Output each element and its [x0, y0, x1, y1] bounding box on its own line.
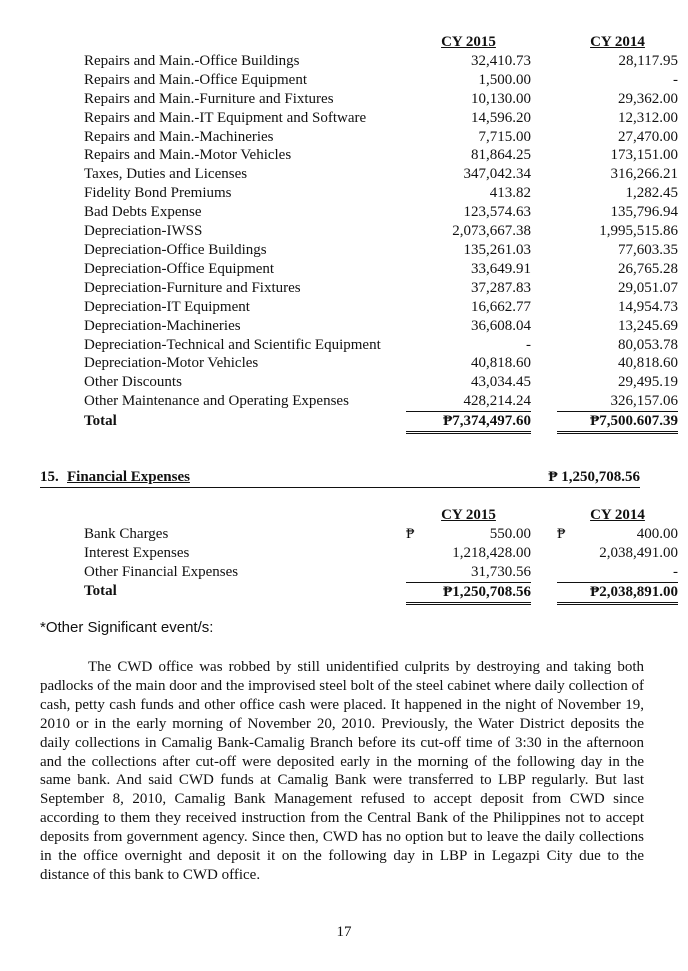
total-cy2015: ₱7,374,497.60 — [406, 412, 531, 433]
table-row — [84, 317, 678, 336]
row-label: Depreciation-Furniture and Fixtures — [84, 279, 301, 296]
table-row — [84, 373, 678, 392]
financial-table — [84, 506, 678, 605]
row-label: Other Maintenance and Operating Expenses — [84, 393, 349, 410]
row-label: Repairs and Main.-IT Equipment and Software — [84, 109, 367, 126]
row-label: Depreciation-Technical and Scientific Equipment — [84, 336, 381, 353]
expenses-header-row — [84, 33, 678, 52]
row-cy2015: 33,649.91 — [471, 260, 531, 277]
section-heading — [40, 468, 640, 488]
row-label: Depreciation-Machineries — [84, 317, 241, 334]
section-number: 15. — [40, 469, 59, 485]
fin-col-header-cy2014: CY 2014 — [590, 507, 645, 523]
row-cy2014: 135,796.94 — [610, 204, 678, 221]
row-cy2015: 16,662.77 — [471, 298, 531, 315]
row-cy2014: 400.00 — [636, 525, 678, 542]
row-cy2015: 2,073,667.38 — [452, 223, 531, 240]
table-row — [84, 165, 678, 184]
row-label: Depreciation-IT Equipment — [84, 298, 250, 315]
row-cy2014: 14,954.73 — [618, 298, 678, 315]
row-cy2015: 81,864.25 — [471, 147, 531, 164]
row-cy2015: 347,042.34 — [463, 166, 531, 183]
table-row — [84, 354, 678, 373]
total-label: Total — [84, 412, 117, 429]
row-cy2014: 1,282.45 — [625, 185, 678, 202]
table-row — [84, 563, 678, 582]
row-cy2015: 1,500.00 — [478, 71, 531, 88]
row-label: Repairs and Main.-Office Buildings — [84, 52, 300, 69]
section-amount: ₱ 1,250,708.56 — [548, 469, 640, 485]
row-cy2014: 12,312.00 — [618, 109, 678, 126]
row-cy2015: 7,715.00 — [478, 128, 531, 145]
row-cy2015: 10,130.00 — [471, 90, 531, 107]
row-cy2015: 36,608.04 — [471, 317, 531, 334]
row-cy2014: 29,362.00 — [618, 90, 678, 107]
row-label: Repairs and Main.-Furniture and Fixtures — [84, 90, 334, 107]
fin-col-header-cy2015: CY 2015 — [441, 507, 496, 523]
row-label: Other Discounts — [84, 374, 182, 391]
row-cy2015: 550.00 — [489, 525, 531, 542]
fin-total-cy2014: ₱2,038,891.00 — [557, 582, 678, 603]
row-cy2014: 326,157.06 — [610, 393, 678, 410]
row-label: Repairs and Main.-Office Equipment — [84, 71, 307, 88]
row-cy2014: - — [673, 563, 678, 580]
table-row — [84, 52, 678, 71]
fin-total-label: Total — [84, 583, 117, 600]
section-title: Financial Expenses — [67, 469, 190, 485]
table-row — [84, 241, 678, 260]
row-cy2015: 413.82 — [489, 185, 531, 202]
row-cy2015: 135,261.03 — [463, 241, 531, 258]
row-cy2015: 123,574.63 — [463, 204, 531, 221]
financial-rows — [84, 525, 678, 582]
row-cy2015: 32,410.73 — [471, 52, 531, 69]
row-cy2014: 1,995,515.86 — [599, 223, 678, 240]
event-paragraph: The CWD office was robbed by still unidentified culprits by destroying and taking both padlocks of the main door and the improvised steel bolt of the steel cabinet where daily collection of cash, petty cash funds and other office cash were placed. It happened in the night of November 19, 2010 or in the early morning of November 20, 2010. Previously, the Water District deposits the daily collections in Camalig Bank-Camalig Branch before its cut-off time of 3:30 in the afternoon and the collections after cut-off were deposited early in the morning of the following day in the same bank. And said CWD funds at Camalig Bank were transferred to LBP regularly. But last September 8, 2010, Camalig Bank Management refused to accept deposit from CWD since according to them they received instruction from the Central Bank of the Philippines not to accept deposits from government agency. Since then, CWD has no option but to leave the daily collections in the office overnight and deposit it on the following day in LBP in Legazpi City due to the distance of this bank to CWD office. — [40, 659, 644, 883]
row-label: Taxes, Duties and Licenses — [84, 166, 248, 183]
row-label: Interest Expenses — [84, 544, 190, 561]
table-row — [84, 90, 678, 109]
row-cy2014: 80,053.78 — [618, 336, 678, 353]
row-cy2015: 14,596.20 — [471, 109, 531, 126]
expenses-total-row — [84, 412, 678, 433]
table-row — [84, 260, 678, 279]
table-row — [84, 109, 678, 128]
currency-symbol: ₱ — [557, 525, 566, 542]
row-cy2014: - — [673, 71, 678, 88]
row-cy2014: 316,266.21 — [610, 166, 678, 183]
row-cy2015: 428,214.24 — [463, 393, 531, 410]
expenses-table — [84, 33, 678, 434]
table-row — [84, 544, 678, 563]
row-cy2014: 29,051.07 — [618, 279, 678, 296]
page-number: 17 — [336, 924, 352, 940]
col-header-cy2014: CY 2014 — [590, 34, 645, 50]
table-row — [84, 203, 678, 222]
table-row — [84, 525, 678, 544]
table-row — [84, 184, 678, 203]
financial-header-row — [84, 506, 678, 525]
fin-total-cy2015: ₱1,250,708.56 — [406, 582, 531, 603]
row-label: Bank Charges — [84, 525, 169, 542]
row-cy2014: 26,765.28 — [618, 260, 678, 277]
row-label: Repairs and Main.-Motor Vehicles — [84, 147, 292, 164]
table-row — [84, 392, 678, 411]
row-cy2015: 1,218,428.00 — [452, 544, 531, 561]
table-row — [84, 222, 678, 241]
row-label: Bad Debts Expense — [84, 204, 202, 221]
row-cy2015: - — [526, 336, 531, 353]
row-cy2015: 37,287.83 — [471, 279, 531, 296]
table-row — [84, 146, 678, 165]
row-cy2014: 13,245.69 — [618, 317, 678, 334]
row-cy2014: 2,038,491.00 — [599, 544, 678, 561]
financial-total-row — [84, 582, 678, 603]
row-cy2015: 43,034.45 — [471, 374, 531, 391]
row-label: Repairs and Main.-Machineries — [84, 128, 274, 145]
total-cy2014: ₱7,500.607.39 — [557, 412, 678, 433]
row-cy2014: 173,151.00 — [610, 147, 678, 164]
table-row — [84, 298, 678, 317]
row-cy2015: 31,730.56 — [471, 563, 531, 580]
row-label: Other Financial Expenses — [84, 563, 239, 580]
row-label: Depreciation-IWSS — [84, 223, 203, 240]
row-label: Depreciation-Office Buildings — [84, 241, 267, 258]
table-row — [84, 71, 678, 90]
row-label: Fidelity Bond Premiums — [84, 185, 232, 202]
currency-symbol: ₱ — [406, 525, 415, 542]
note-heading: *Other Significant event/s: — [40, 619, 214, 636]
row-label: Depreciation-Office Equipment — [84, 260, 275, 277]
table-row — [84, 128, 678, 147]
table-row — [84, 279, 678, 298]
row-label: Depreciation-Motor Vehicles — [84, 355, 259, 372]
col-header-cy2015: CY 2015 — [441, 34, 496, 50]
row-cy2014: 27,470.00 — [618, 128, 678, 145]
row-cy2014: 77,603.35 — [618, 241, 678, 258]
row-cy2014: 28,117.95 — [618, 52, 678, 69]
row-cy2014: 29,495.19 — [618, 374, 678, 391]
table-row — [84, 336, 678, 355]
expenses-rows — [84, 52, 678, 412]
row-cy2014: 40,818.60 — [618, 355, 678, 372]
row-cy2015: 40,818.60 — [471, 355, 531, 372]
